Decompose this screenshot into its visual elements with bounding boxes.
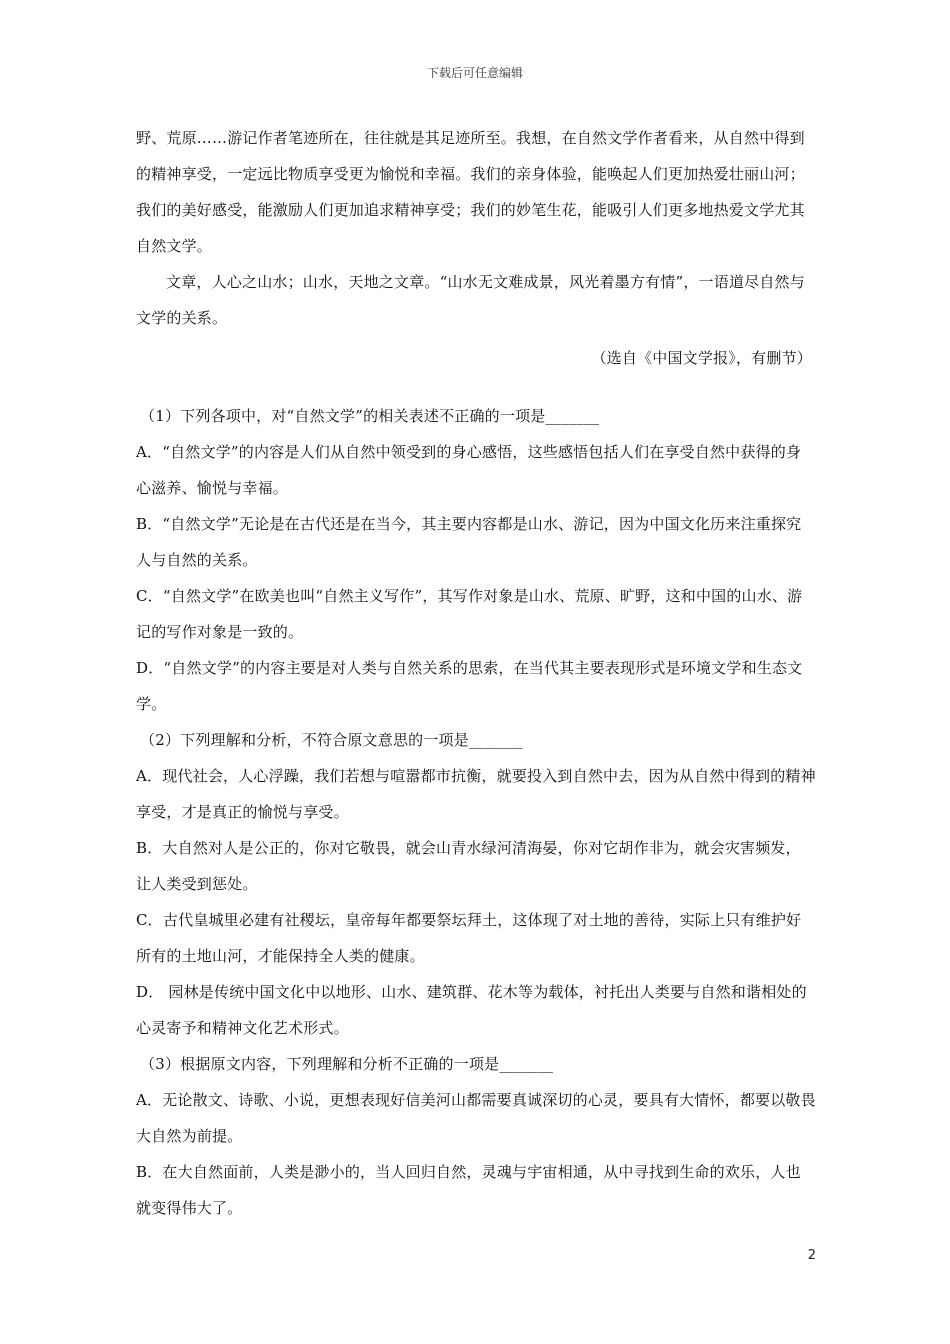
page-header: 下载后可任意编辑 [426, 66, 523, 80]
answer-option: B．在大自然面前，人类是渺小的，当人回归自然，灵魂与宇宙相通，从中寻找到生命的欢乐，人也就变得伟大了。 [136, 1163, 801, 1217]
source-citation: （选自《中国文学报》，有删节） [591, 349, 812, 367]
answer-option: A．无论散文、诗歌、小说，更想表现好信美河山都需要真诚深切的心灵，要具有大情怀，都要以敬畏大自然为前提。 [136, 1091, 816, 1145]
question-stem: （1）下列各项中，对“自然文学”的相关表述不正确的一项是_______ [140, 407, 600, 425]
paragraph: 野、荒原……游记作者笔迹所在，往往就是其足迹所至。我想，在自然文学作者看来，从自然中得到的精神享受，一定远比物质享受更为愉悦和幸福。我们的亲身体验，能唤起人们更加热爱壮丽山河；我们的美好感受，能激励人们更加追求精神享受；我们的妙笔生花，能吸引人们更多地热爱文学尤其自然文学。 [136, 129, 805, 255]
paragraph: 文章，人心之山水；山水，天地之文章。“山水无文难成景，风光着墨方有情”，一语道尽自然与文学的关系。 [136, 273, 805, 327]
question-stem: （2）下列理解和分析，不符合原文意思的一项是_______ [140, 731, 523, 749]
question-stem: （3）根据原文内容，下列理解和分析不正确的一项是_______ [140, 1055, 554, 1073]
answer-option: D． 园林是传统中国文化中以地形、山水、建筑群、花木等为载体，衬托出人类要与自然和谐相处的心灵寄予和精神文化艺术形式。 [136, 983, 807, 1037]
answer-option: D．“自然文学”的内容主要是对人类与自然关系的思索，在当代其主要表现形式是环境文学和生态文学。 [136, 659, 803, 713]
answer-option: A．“自然文学”的内容是人们从自然中领受到的身心感悟，这些感悟包括人们在享受自然中获得的身心滋养、愉悦与幸福。 [136, 443, 802, 497]
answer-option: C．古代皇城里必建有社稷坛，皇帝每年都要祭坛拜土，这体现了对土地的善待，实际上只有维护好所有的土地山河，才能保持全人类的健康。 [136, 911, 802, 965]
answer-option: C．“自然文学”在欧美也叫“自然主义写作”，其写作对象是山水、荒原、旷野，这和中国的山水、游记的写作对象是一致的。 [136, 587, 803, 641]
page-number: 2 [807, 1248, 816, 1263]
spacer [136, 376, 816, 398]
answer-option: B．大自然对人是公正的，你对它敬畏，就会山青水绿河清海晏，你对它胡作非为，就会灾害频发，让人类受到惩处。 [136, 839, 801, 893]
document-body [136, 120, 816, 1226]
answer-option: A．现代社会，人心浮躁，我们若想与喧嚣都市抗衡，就要投入到自然中去，因为从自然中得到的精神享受，才是真正的愉悦与享受。 [136, 767, 816, 821]
answer-option: B．“自然文学”无论是在古代还是在当今，其主要内容都是山水、游记，因为中国文化历来注重探究人与自然的关系。 [136, 515, 802, 569]
